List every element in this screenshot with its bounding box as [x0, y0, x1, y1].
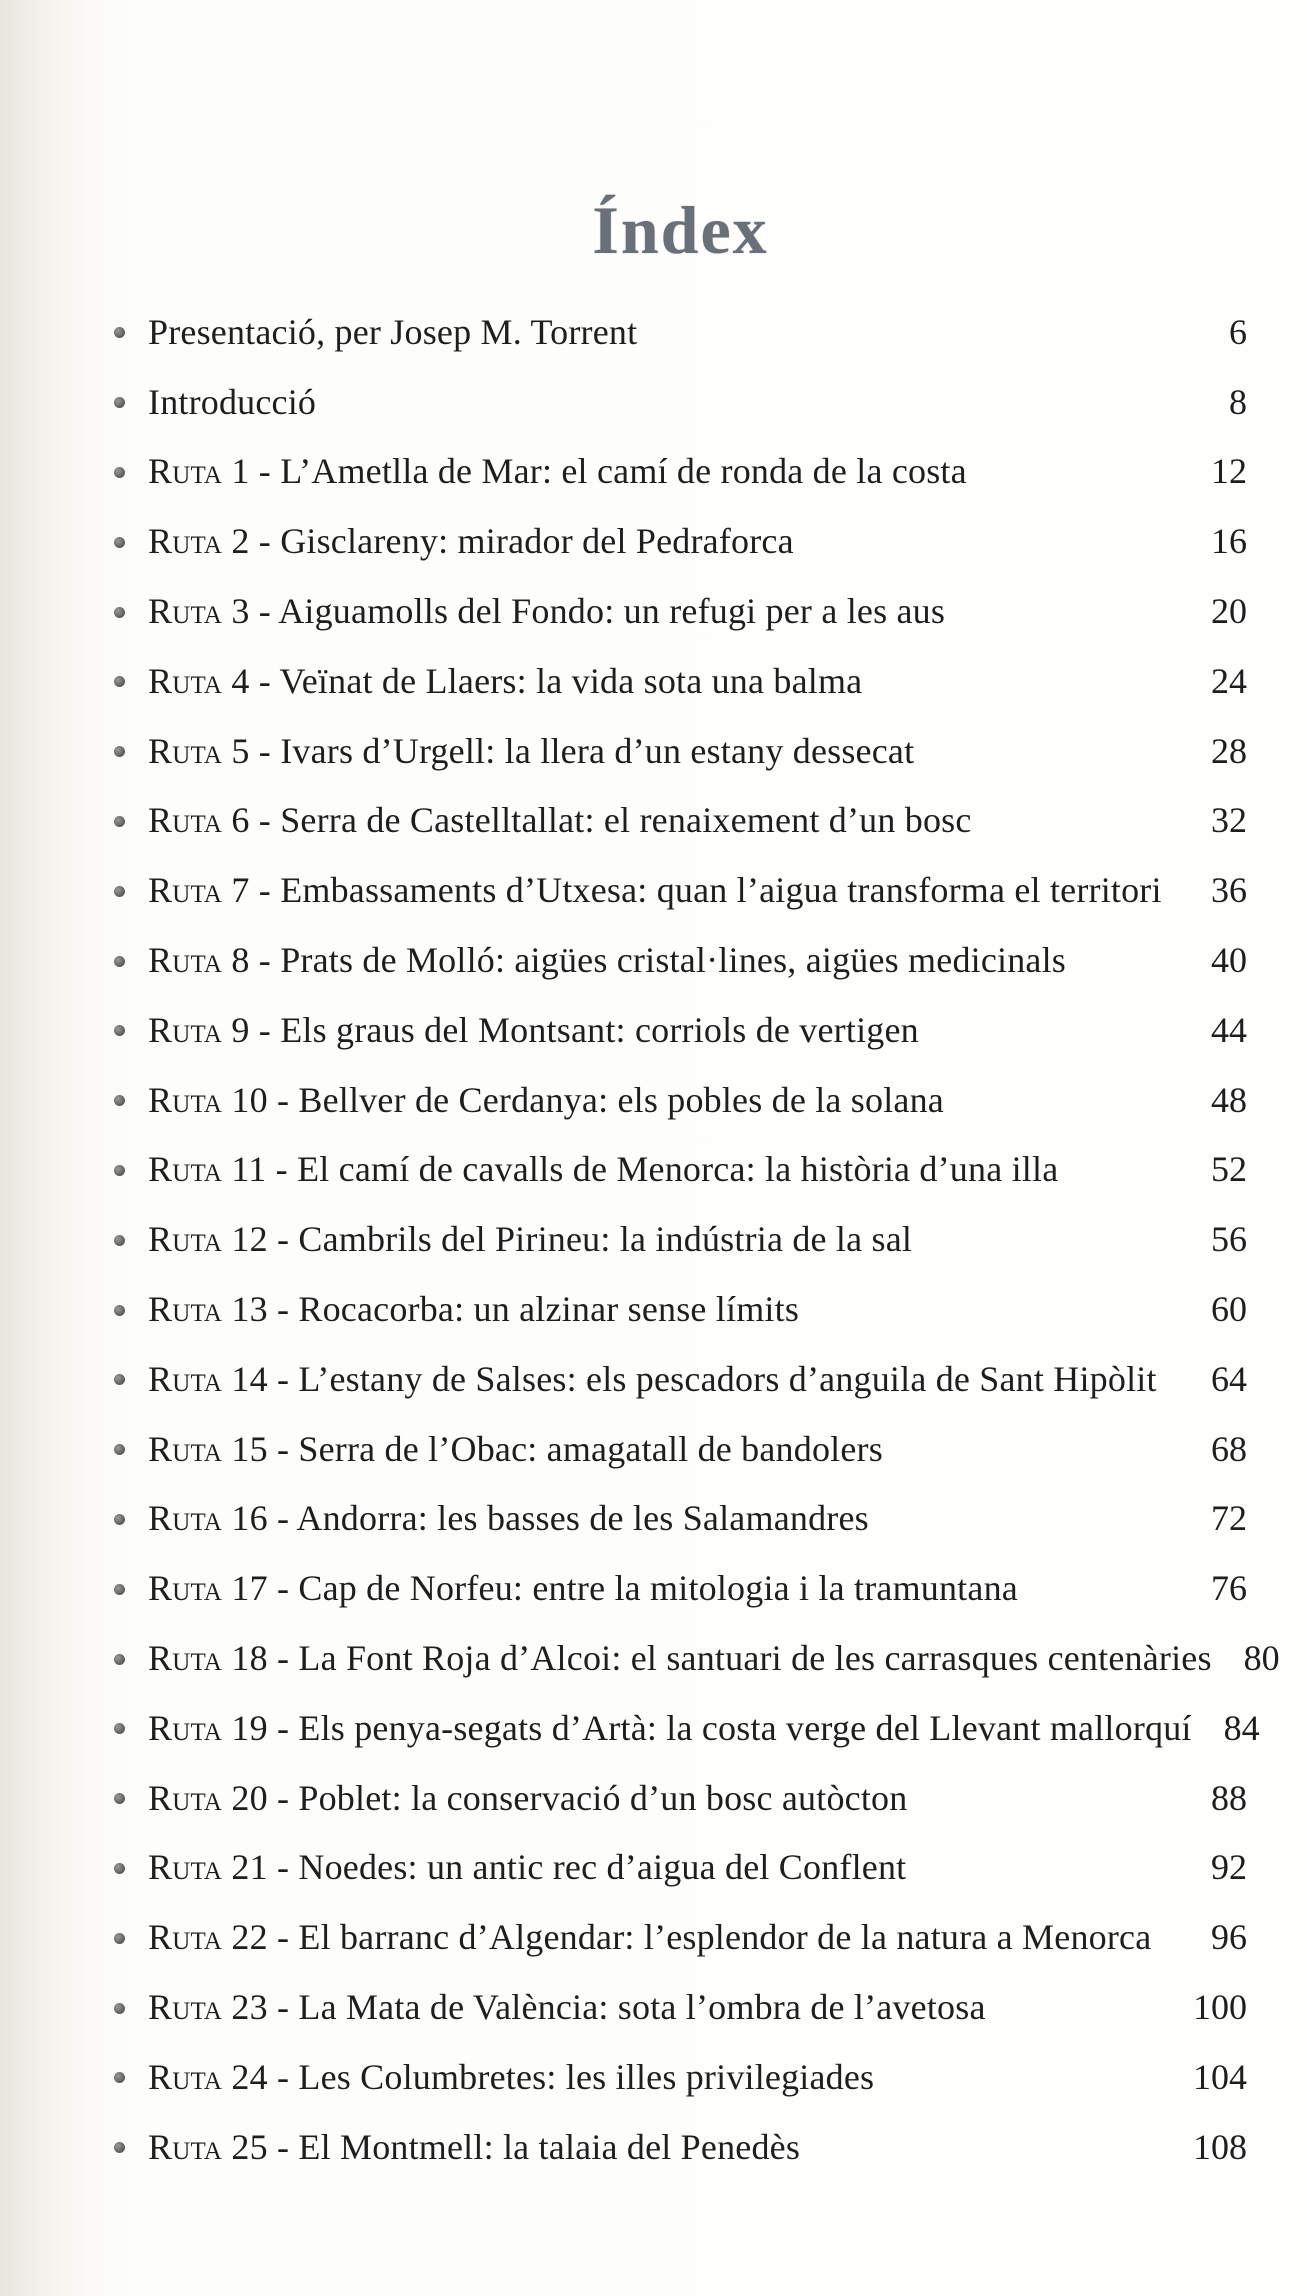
- toc-entry-title: Aiguamolls del Fondo: un refugi per a les aus: [278, 591, 946, 632]
- toc-entry-text: [148, 2126, 1179, 2168]
- toc-entry-route-label: Ruta 8: [148, 940, 250, 981]
- bullet-icon: [114, 1374, 125, 1385]
- toc-entry-row: [114, 646, 1247, 716]
- toc-entry-title: Gisclareny: mirador del Pedraforca: [280, 521, 794, 562]
- toc-entry-separator: -: [267, 1428, 299, 1469]
- toc-entry-title: Els graus del Montsant: corriols de vertigen: [280, 1009, 919, 1050]
- toc-entry-text: [148, 1079, 1179, 1121]
- toc-entry-page-number: 76: [1211, 1568, 1247, 1609]
- toc-entry-text: [148, 799, 1179, 841]
- toc-entry-separator: -: [249, 591, 279, 632]
- toc-entry-row: [114, 1972, 1247, 2042]
- toc-entry-route-label: Ruta 9: [148, 1009, 250, 1050]
- toc-entry-route-label: Ruta 1: [148, 451, 250, 492]
- bullet-icon: [114, 2142, 125, 2153]
- toc-entry-text: [148, 1428, 1179, 1470]
- toc-entry-row: [114, 1344, 1247, 1414]
- toc-entry-title: El Montmell: la talaia del Penedès: [298, 2126, 801, 2167]
- toc-entry-separator: -: [267, 1219, 299, 1260]
- toc-entry-route-label: Ruta 22: [148, 1917, 268, 1958]
- toc-entry-title: L’estany de Salses: els pescadors d’anguila de Sant Hipòlit: [298, 1358, 1157, 1399]
- toc-entry-route-label: Ruta 10: [148, 1079, 268, 1120]
- toc-entry-title: Serra de Castelltallat: el renaixement d’un bosc: [280, 800, 972, 841]
- bullet-icon: [114, 1165, 125, 1176]
- toc-entry-page-number: 36: [1211, 870, 1247, 911]
- toc-entry-row: [114, 786, 1247, 856]
- toc-entry-row: [114, 1833, 1247, 1903]
- bullet-icon: [114, 1444, 125, 1455]
- toc-entry-page-number: 24: [1211, 660, 1247, 701]
- toc-entry-title: Serra de l’Obac: amagatall de bandolers: [298, 1428, 883, 1469]
- toc-entry-separator: -: [249, 940, 281, 981]
- toc-entry-title: Noedes: un antic rec d’aigua del Conflent: [298, 1847, 907, 1888]
- toc-entry-text: [148, 869, 1179, 911]
- toc-entry-title: Les Columbretes: les illes privilegiades: [298, 2056, 875, 2097]
- toc-entry-page-number: 16: [1211, 521, 1247, 562]
- bullet-icon: [114, 1095, 125, 1106]
- toc-entry-row: [114, 1553, 1247, 1623]
- toc-entry-separator: -: [249, 1009, 281, 1050]
- toc-entry-page-number: 8: [1229, 381, 1247, 422]
- toc-entry-row: [114, 576, 1247, 646]
- toc-entry-title: Poblet: la conservació d’un bosc autòcton: [298, 1777, 908, 1818]
- toc-entry-row: [114, 1763, 1247, 1833]
- toc-entry-page-number: 48: [1211, 1079, 1247, 1120]
- bullet-icon: [114, 886, 125, 897]
- toc-entry-text: [148, 1009, 1179, 1051]
- toc-entry-row: [114, 1414, 1247, 1484]
- toc-entry-page-number: 60: [1211, 1289, 1247, 1330]
- toc-entry-separator: -: [249, 730, 281, 771]
- toc-entry-row: [114, 925, 1247, 995]
- toc-entry-separator: -: [267, 1498, 297, 1539]
- toc-entry-route-label: Ruta 14: [148, 1358, 268, 1399]
- toc-entry-page-number: 84: [1223, 1707, 1260, 1748]
- toc-entry-separator: -: [249, 800, 281, 841]
- toc-entry-page-number: 32: [1211, 800, 1247, 841]
- toc-entry-page-number: 28: [1211, 730, 1247, 771]
- toc-entry-title: Embassaments d’Utxesa: quan l’aigua transforma el territori: [280, 870, 1162, 911]
- toc-entry-row: [114, 506, 1247, 576]
- toc-entry-separator: -: [249, 521, 281, 562]
- toc-entry-route-label: Ruta 23: [148, 1987, 268, 2028]
- toc-entry-page-number: 92: [1211, 1847, 1247, 1888]
- toc-entry-separator: -: [267, 1079, 299, 1120]
- toc-entry-route-label: Ruta 16: [148, 1498, 268, 1539]
- toc-entry-title: Cambrils del Pirineu: la indústria de la sal: [298, 1219, 913, 1260]
- toc-entry-separator: -: [267, 1638, 299, 1679]
- toc-entry-page-number: 40: [1211, 940, 1247, 981]
- bullet-icon: [114, 537, 125, 548]
- bullet-icon: [114, 467, 125, 478]
- toc-entry-page-number: 88: [1211, 1777, 1247, 1818]
- bullet-icon: [114, 1025, 125, 1036]
- toc-entry-page-number: 20: [1211, 591, 1247, 632]
- toc-entry-separator: -: [267, 1358, 299, 1399]
- toc-entry-page-number: 68: [1211, 1428, 1247, 1469]
- toc-entry-title: Els penya-segats d’Artà: la costa verge del Llevant mallorquí: [298, 1707, 1192, 1748]
- toc-entry-page-number: 100: [1193, 1987, 1247, 2028]
- toc-entry-page-number: 6: [1229, 311, 1247, 352]
- toc-entry-separator: -: [266, 1149, 298, 1190]
- toc-entry-page-number: 108: [1193, 2126, 1247, 2167]
- toc-entry-separator: -: [267, 1847, 299, 1888]
- toc-entry-row: [114, 1135, 1247, 1205]
- toc-entry-text: [148, 1916, 1179, 1958]
- toc-entry-separator: -: [249, 660, 280, 701]
- toc-entry-text: [148, 450, 1179, 492]
- toc-entry-route-label: Ruta 6: [148, 800, 250, 841]
- toc-entry-text: [148, 1777, 1179, 1819]
- toc-entry-row: [114, 1623, 1280, 1693]
- bullet-icon: [114, 607, 125, 618]
- toc-entry-route-label: Ruta 5: [148, 730, 250, 771]
- bullet-icon: [114, 1305, 125, 1316]
- bullet-icon: [114, 1863, 125, 1874]
- toc-entry-row: [114, 297, 1247, 367]
- toc-entry-row: [114, 367, 1247, 437]
- toc-entry-row: [114, 855, 1247, 925]
- toc-entry-text: [148, 1986, 1179, 2028]
- toc-entry-route-label: Ruta 21: [148, 1847, 268, 1888]
- toc-entry-text: [148, 590, 1179, 632]
- toc-entry-text: [148, 381, 1179, 423]
- toc-entry-page-number: 12: [1211, 451, 1247, 492]
- toc-entry-row: [114, 716, 1247, 786]
- toc-entry-title: Presentació, per Josep M. Torrent: [148, 311, 638, 352]
- bullet-icon: [114, 1584, 125, 1595]
- toc-entry-text: [148, 1567, 1179, 1609]
- toc-entry-route-label: Ruta 24: [148, 2056, 268, 2097]
- bullet-icon: [114, 1793, 125, 1804]
- bullet-icon: [114, 397, 125, 408]
- toc-entry-text: [148, 311, 1179, 353]
- toc-entry-page-number: 44: [1211, 1009, 1247, 1050]
- bullet-icon: [114, 746, 125, 757]
- toc-entry-text: [148, 1707, 1192, 1749]
- bullet-icon: [114, 816, 125, 827]
- toc-entry-route-label: Ruta 2: [148, 521, 250, 562]
- toc-entry-route-label: Ruta 13: [148, 1289, 268, 1330]
- toc-entry-route-label: Ruta 18: [148, 1638, 268, 1679]
- toc-entry-separator: -: [267, 1987, 299, 2028]
- toc-entry-row: [114, 437, 1247, 507]
- bullet-icon: [114, 1514, 125, 1525]
- toc-entry-text: [148, 1218, 1179, 1260]
- toc-entry-route-label: Ruta 19: [148, 1707, 268, 1748]
- toc-entry-route-label: Ruta 7: [148, 870, 250, 911]
- toc-entry-text: [148, 1358, 1179, 1400]
- toc-entry-separator: -: [267, 2056, 299, 2097]
- toc-entry-row: [114, 2112, 1247, 2182]
- bullet-icon: [114, 1933, 125, 1944]
- toc-entry-title: Introducció: [148, 381, 317, 422]
- toc-entry-page-number: 104: [1193, 2056, 1247, 2097]
- toc-entry-separator: -: [267, 2126, 299, 2167]
- bullet-icon: [114, 2072, 125, 2083]
- toc-entry-row: [114, 1902, 1247, 1972]
- toc-entry-route-label: Ruta 3: [148, 591, 250, 632]
- toc-entry-text: [148, 2056, 1179, 2098]
- toc-entry-text: [148, 1288, 1179, 1330]
- bullet-icon: [114, 327, 125, 338]
- toc-entry-text: [148, 939, 1179, 981]
- toc-entry-title: El barranc d’Algendar: l’esplendor de la natura a Menorca: [298, 1917, 1152, 1958]
- toc-entry-row: [114, 2042, 1247, 2112]
- toc-entry-route-label: Ruta 25: [148, 2126, 268, 2167]
- toc-entry-title: Andorra: les basses de les Salamandres: [296, 1498, 869, 1539]
- toc-entry-separator: -: [267, 1777, 299, 1818]
- toc-entry-text: [148, 1497, 1179, 1539]
- toc-entry-text: [148, 1637, 1212, 1679]
- toc-entry-text: [148, 730, 1179, 772]
- toc-entry-route-label: Ruta 12: [148, 1219, 268, 1260]
- toc-entry-separator: -: [249, 870, 281, 911]
- toc-entry-route-label: Ruta 20: [148, 1777, 268, 1818]
- toc-entry-separator: -: [267, 1289, 299, 1330]
- toc-entry-separator: -: [267, 1707, 299, 1748]
- toc-entry-title: Rocacorba: un alzinar sense límits: [298, 1289, 800, 1330]
- bullet-icon: [114, 1235, 125, 1246]
- bullet-icon: [114, 956, 125, 967]
- toc-entry-page-number: 56: [1211, 1219, 1247, 1260]
- toc-entry-page-number: 80: [1243, 1638, 1280, 1679]
- table-of-contents: [114, 297, 1280, 2182]
- toc-entry-row: [114, 995, 1247, 1065]
- toc-entry-text: [148, 1148, 1179, 1190]
- bullet-icon: [114, 1654, 125, 1665]
- toc-entry-title: La Mata de València: sota l’ombra de l’avetosa: [298, 1987, 986, 2028]
- toc-entry-text: [148, 520, 1179, 562]
- toc-entry-title: Prats de Molló: aigües cristal·lines, aigües medicinals: [280, 940, 1067, 981]
- toc-entry-page-number: 64: [1211, 1358, 1247, 1399]
- toc-entry-page-number: 52: [1211, 1149, 1247, 1190]
- toc-entry-title: El camí de cavalls de Menorca: la història d’una illa: [297, 1149, 1059, 1190]
- toc-entry-route-label: Ruta 15: [148, 1428, 268, 1469]
- toc-entry-row: [114, 1484, 1247, 1554]
- toc-entry-title: L’Ametlla de Mar: el camí de ronda de la costa: [280, 451, 967, 492]
- toc-entry-page-number: 96: [1211, 1917, 1247, 1958]
- toc-entry-row: [114, 1204, 1247, 1274]
- bullet-icon: [114, 2003, 125, 2014]
- toc-entry-title: Ivars d’Urgell: la llera d’un estany dessecat: [280, 730, 915, 771]
- toc-entry-title: Cap de Norfeu: entre la mitologia i la tramuntana: [298, 1568, 1018, 1609]
- toc-entry-separator: -: [249, 451, 281, 492]
- toc-entry-separator: -: [267, 1568, 299, 1609]
- toc-entry-title: Bellver de Cerdanya: els pobles de la solana: [298, 1079, 944, 1120]
- toc-entry-title: La Font Roja d’Alcoi: el santuari de les carrasques centenàries: [298, 1638, 1212, 1679]
- page-title: Índex: [592, 191, 769, 268]
- toc-entry-row: [114, 1693, 1260, 1763]
- toc-entry-row: [114, 1065, 1247, 1135]
- bullet-icon: [114, 1723, 125, 1734]
- toc-entry-route-label: Ruta 4: [148, 660, 250, 701]
- toc-entry-title: Veïnat de Llaers: la vida sota una balma: [279, 660, 863, 701]
- toc-entry-page-number: 72: [1211, 1498, 1247, 1539]
- bullet-icon: [114, 676, 125, 687]
- toc-entry-route-label: Ruta 17: [148, 1568, 268, 1609]
- toc-entry-route-label: Ruta 11: [148, 1149, 267, 1190]
- toc-entry-text: [148, 660, 1179, 702]
- toc-entry-text: [148, 1846, 1179, 1888]
- toc-entry-row: [114, 1274, 1247, 1344]
- toc-entry-separator: -: [267, 1917, 299, 1958]
